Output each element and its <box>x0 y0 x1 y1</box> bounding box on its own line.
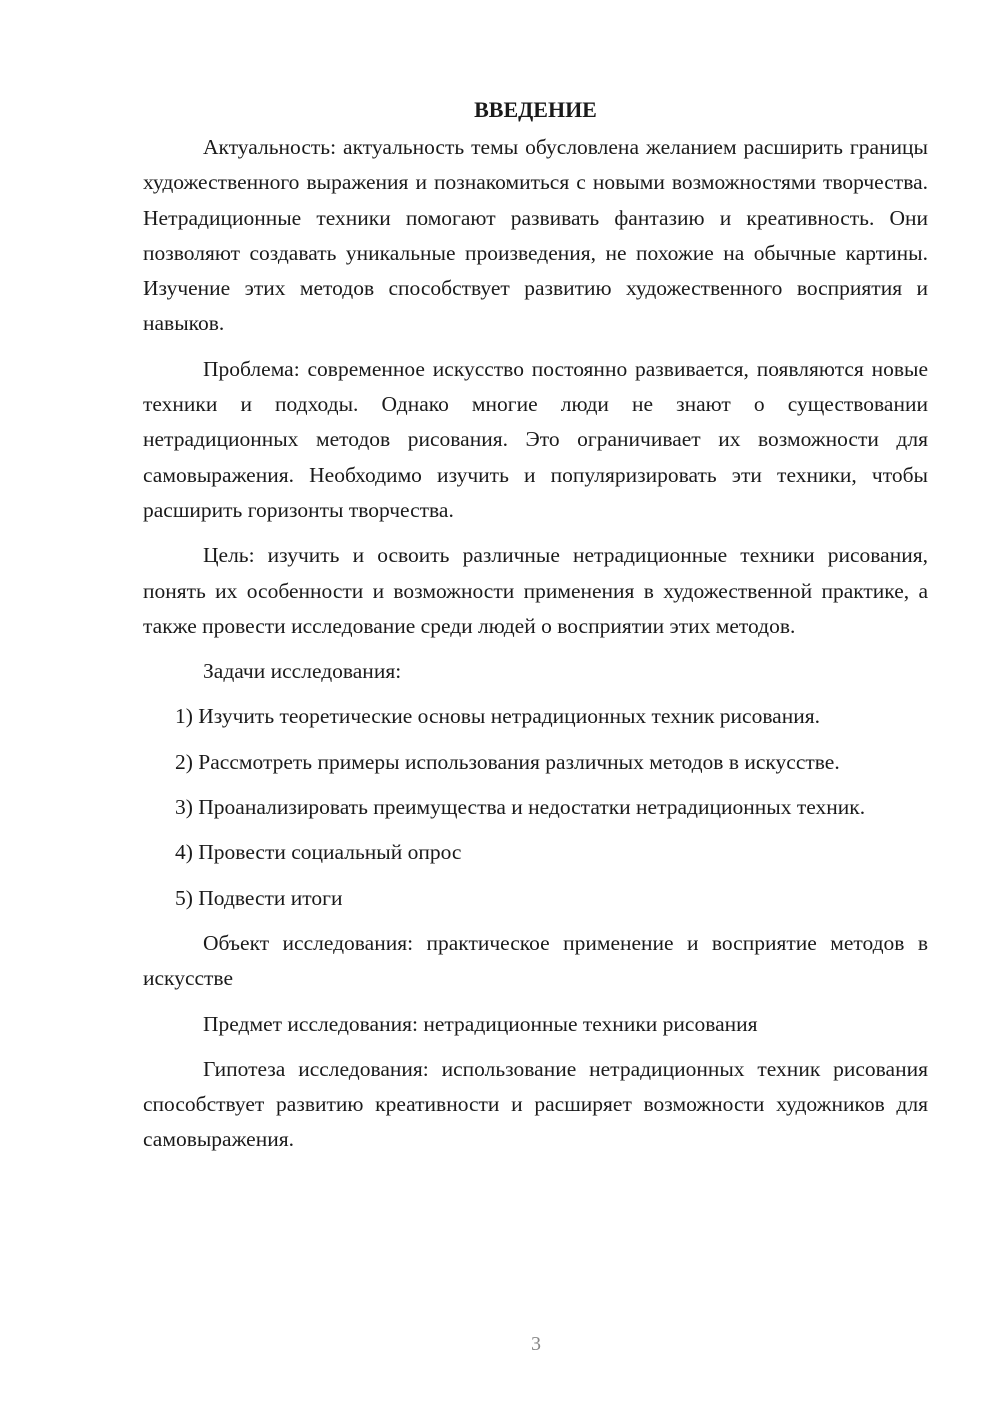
paragraph-problem: Проблема: современное искусство постоянно развивается, появляются новые техники и подходы. Однако многие люди не знают о существовании нетрадиционных методов рисования. Это ограничивает их возможности для самовыражения. Необходимо изучить и популяризировать эти техники, чтобы расширить горизонты творчества. <box>143 356 928 522</box>
tasks-heading: Задачи исследования: <box>203 659 402 684</box>
document-page <box>143 92 928 1168</box>
paragraph-goal: Цель: изучить и освоить различные нетрадиционные техники рисования, понять их особенности и возможности применения в художественной практике, а также провести исследование среди людей о восприятии этих методов. <box>143 543 928 638</box>
page-number: 3 <box>531 1333 541 1355</box>
paragraph-hypothesis: Гипотеза исследования: использование нетрадиционных техник рисования способствует развитию креативности и расширяет возможности художников для самовыражения. <box>143 1056 928 1152</box>
task-item-3: 3) Проанализировать преимущества и недостатки нетрадиционных техник. <box>175 795 866 820</box>
task-item-2: 2) Рассмотреть примеры использования различных методов в искусстве. <box>175 749 840 774</box>
section-title: ВВЕДЕНИЕ <box>474 97 597 122</box>
paragraph-subject: Предмет исследования: нетрадиционные техники рисования <box>203 1011 758 1036</box>
task-item-1: 1) Изучить теоретические основы нетрадиционных техник рисования. <box>175 704 820 729</box>
paragraph-relevance: Актуальность: актуальность темы обусловлена желанием расширить границы художественного выражения и познакомиться с новыми возможностями творчества. Нетрадиционные техники помогают развивать фантазию и креативность. Они позволяют создавать уникальные произведения, не похожие на обычные картины. Изучение этих методов способствует развитию художественного восприятия и навыков. <box>143 135 928 336</box>
task-item-4: 4) Провести социальный опрос <box>175 840 462 865</box>
paragraph-object: Объект исследования: практическое применение и восприятие методов в искусстве <box>143 930 928 991</box>
task-item-5: 5) Подвести итоги <box>175 885 343 910</box>
